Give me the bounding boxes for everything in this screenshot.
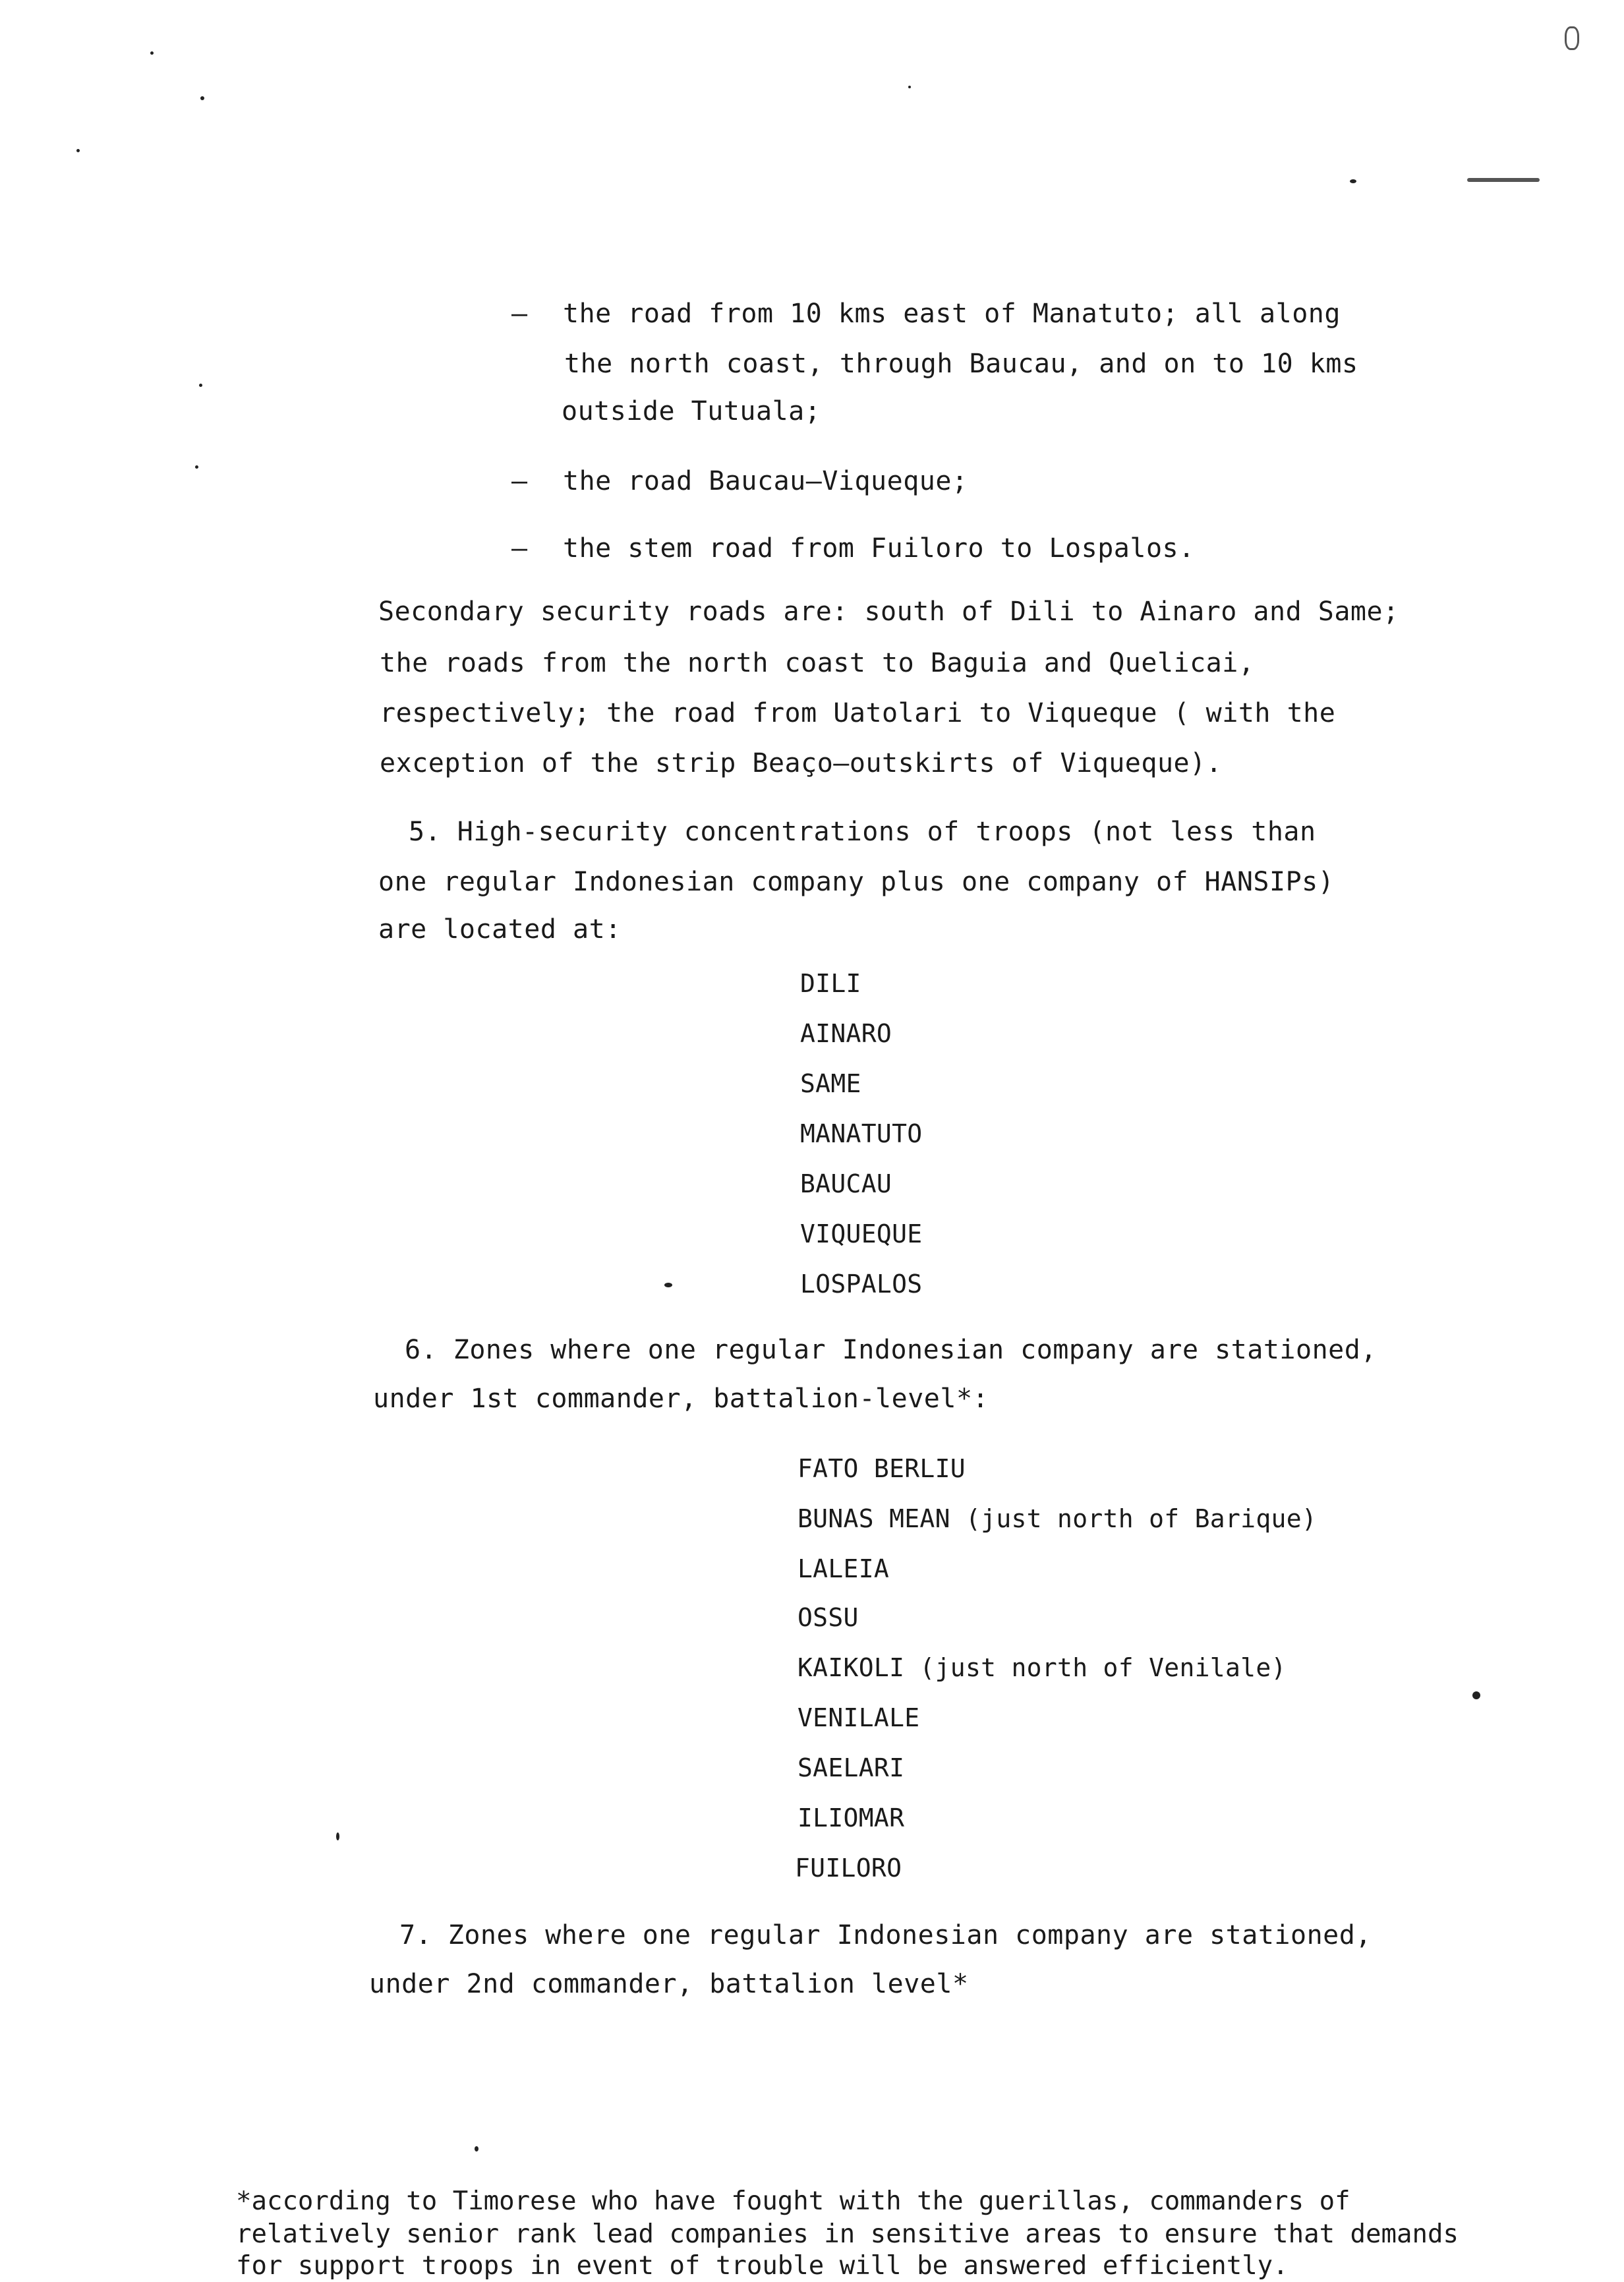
paragraph-line: Secondary security roads are: south of Dili to Ainaro and Same; xyxy=(378,597,1399,627)
zone-item: BUNAS MEAN (just north of Barique) xyxy=(798,1504,1318,1533)
location-item: AINARO xyxy=(800,1019,892,1048)
location-item: DILI xyxy=(800,969,861,998)
location-item: BAUCAU xyxy=(800,1169,892,1198)
scan-speck xyxy=(200,96,204,100)
bullet-dash: — xyxy=(511,299,528,329)
bullet-line: the stem road from Fuiloro to Lospalos. xyxy=(563,533,1195,564)
scan-speck xyxy=(76,149,80,152)
paragraph-line: under 2nd commander, battalion level* xyxy=(369,1969,969,1999)
paragraph-line: respectively; the road from Uatolari to Viqueque ( with the xyxy=(380,698,1336,728)
scan-speck xyxy=(195,465,198,469)
location-item: MANATUTO xyxy=(800,1119,923,1148)
bullet-dash: — xyxy=(511,466,528,496)
scan-speck xyxy=(1565,26,1579,50)
location-item: VIQUEQUE xyxy=(800,1219,923,1248)
paragraph-line: 5. High-security concentrations of troops (not less than xyxy=(409,817,1316,847)
paragraph-line: 6. Zones where one regular Indonesian company are stationed, xyxy=(405,1335,1377,1365)
paragraph-line: one regular Indonesian company plus one company of HANSIPs) xyxy=(378,867,1335,897)
bullet-line: outside Tutuala; xyxy=(562,396,821,426)
scan-speck xyxy=(475,2146,478,2151)
zone-item: ILIOMAR xyxy=(798,1803,905,1832)
bullet-dash: — xyxy=(511,533,528,564)
scan-speck xyxy=(1350,179,1356,183)
footnote-line: *according to Timorese who have fought with the guerillas, commanders of xyxy=(236,2186,1350,2216)
paragraph-line: the roads from the north coast to Baguia and Quelicai, xyxy=(380,648,1255,678)
scan-speck xyxy=(199,384,202,387)
bullet-line: the north coast, through Baucau, and on to 10 kms xyxy=(564,349,1358,379)
zone-item: FATO BERLIU xyxy=(798,1454,966,1483)
zone-item: VENILALE xyxy=(798,1703,920,1732)
scan-speck xyxy=(908,86,911,88)
paragraph-line: exception of the strip Beaço–outskirts of Viqueque). xyxy=(380,748,1223,778)
paragraph-line: are located at: xyxy=(378,914,622,945)
zone-item: FUILORO xyxy=(795,1854,902,1883)
scan-speck xyxy=(1467,178,1540,182)
scan-speck xyxy=(150,51,154,55)
bullet-line: the road Baucau–Viqueque; xyxy=(563,466,968,496)
scan-speck xyxy=(336,1832,339,1840)
paragraph-line: under 1st commander, battalion-level*: xyxy=(373,1384,989,1414)
zone-item: SAELARI xyxy=(798,1753,905,1782)
zone-item: LALEIA xyxy=(798,1554,890,1583)
scan-speck xyxy=(1472,1691,1480,1699)
footnote-line: relatively senior rank lead companies in sensitive areas to ensure that demands xyxy=(236,2219,1459,2249)
footnote-line: for support troops in event of trouble will be answered efficiently. xyxy=(236,2251,1289,2281)
location-item: LOSPALOS xyxy=(800,1270,923,1299)
zone-item: OSSU xyxy=(798,1603,859,1632)
location-item: SAME xyxy=(800,1069,861,1098)
scan-speck xyxy=(664,1283,672,1287)
paragraph-line: 7. Zones where one regular Indonesian company are stationed, xyxy=(399,1920,1372,1950)
bullet-line: the road from 10 kms east of Manatuto; all along xyxy=(563,299,1341,329)
zone-item: KAIKOLI (just north of Venilale) xyxy=(798,1653,1287,1682)
